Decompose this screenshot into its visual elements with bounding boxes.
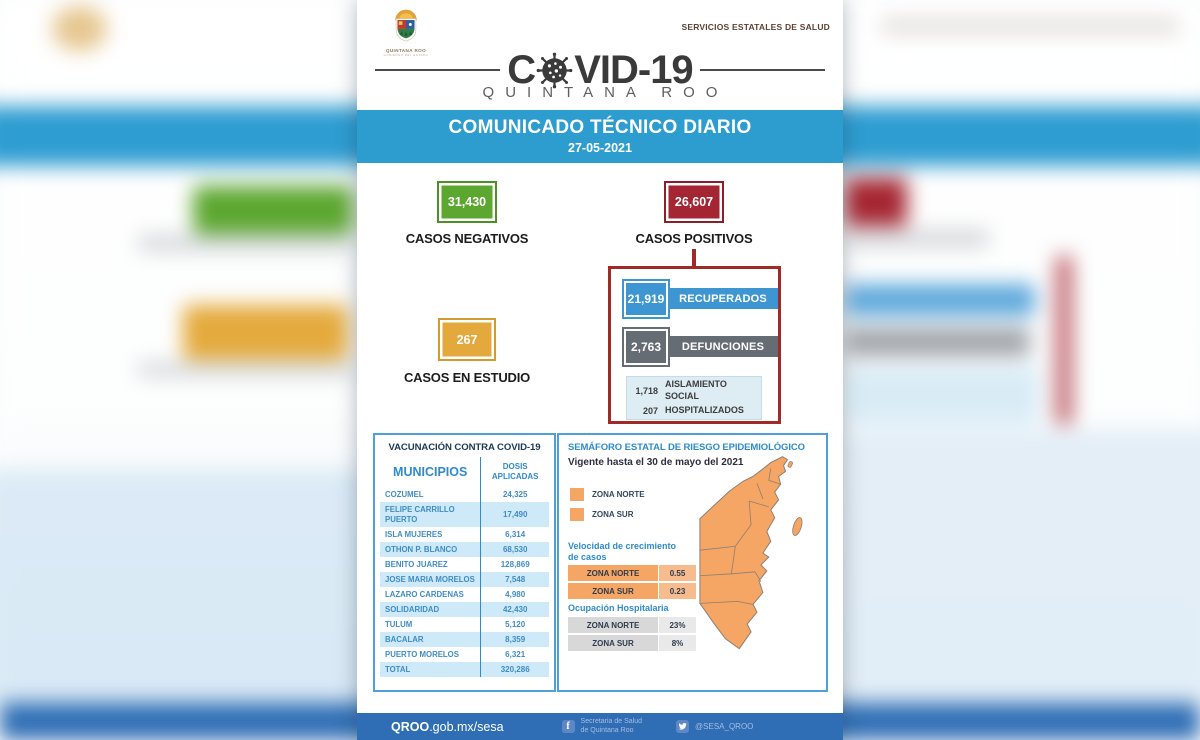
table-row bbox=[380, 502, 549, 527]
isolation-value: 1,718 bbox=[635, 386, 658, 397]
twitter-handle bbox=[676, 720, 753, 733]
recovered-value-box bbox=[622, 279, 670, 319]
col-municipios: MUNICIPIOS bbox=[380, 457, 481, 487]
doses-value: 8,359 bbox=[505, 635, 526, 644]
table-row bbox=[568, 617, 696, 633]
hospitalized-value: 207 bbox=[642, 405, 658, 416]
negative-cases-label: CASOS NEGATIVOS bbox=[405, 231, 529, 246]
municipio-name: PUERTO MORELOS bbox=[380, 647, 481, 662]
banner-date: 27-05-2021 bbox=[568, 141, 632, 155]
quintana-roo-map bbox=[692, 453, 820, 671]
banner-title: COMUNICADO TÉCNICO DIARIO bbox=[448, 117, 752, 138]
vaccination-table-header bbox=[380, 457, 549, 487]
brand-text-left: C bbox=[507, 48, 536, 92]
zone-cell: ZONA SUR bbox=[568, 583, 658, 599]
municipio-name: SOLIDARIDAD bbox=[380, 602, 481, 617]
twitter-text: @SESA_QROO bbox=[695, 721, 754, 731]
doses-value: 42,430 bbox=[502, 605, 528, 614]
zona-norte-label: ZONA NORTE bbox=[592, 490, 645, 499]
municipio-name: BACALAR bbox=[380, 632, 481, 647]
table-row bbox=[380, 542, 549, 557]
recovered-tag: RECUPERADOS bbox=[668, 288, 778, 309]
hospitalized-row bbox=[633, 405, 755, 417]
doses-value: 68,530 bbox=[502, 545, 528, 554]
document-footer bbox=[357, 713, 843, 740]
municipio-name: JOSE MARIA MORELOS bbox=[380, 572, 481, 587]
table-row bbox=[380, 617, 549, 632]
isolation-row bbox=[633, 379, 755, 402]
positive-breakdown-panel bbox=[608, 266, 781, 424]
deaths-value-box bbox=[622, 327, 670, 367]
study-cases-value: 267 bbox=[456, 332, 478, 347]
facebook-line1: Secretaria de Salud bbox=[580, 718, 643, 726]
site-rest: .gob.mx/sesa bbox=[429, 719, 504, 734]
brand-subtitle: QUINTANA ROO bbox=[482, 84, 729, 101]
hospital-occupancy-table bbox=[568, 617, 696, 651]
hospitalized-label: HOSPITALIZADOS bbox=[665, 404, 744, 415]
vaccination-panel bbox=[373, 433, 556, 692]
site-bold: QROO bbox=[391, 719, 430, 734]
brand-rule-right bbox=[700, 69, 825, 71]
positive-cases-box bbox=[664, 181, 724, 223]
zona-sur-swatch bbox=[570, 508, 584, 521]
table-row bbox=[380, 632, 549, 647]
table-row bbox=[568, 583, 696, 599]
brand-text-right: VID-19 bbox=[574, 48, 693, 92]
doses-value: 7,548 bbox=[505, 575, 526, 584]
positive-cases-label: CASOS POSITIVOS bbox=[635, 231, 753, 246]
doses-value: 5,120 bbox=[505, 620, 526, 629]
table-row bbox=[380, 587, 549, 602]
total-value: 320,286 bbox=[500, 665, 530, 674]
recovered-value: 21,919 bbox=[627, 292, 665, 306]
covid-report-document bbox=[357, 0, 843, 740]
growth-rate-title: Velocidad de crecimiento de casos bbox=[568, 541, 677, 562]
municipio-name: COZUMEL bbox=[380, 487, 481, 502]
doses-value: 128,869 bbox=[500, 560, 530, 569]
hospital-occupancy-title: Ocupación Hospitalaria bbox=[568, 603, 669, 613]
positive-breakdown-connector bbox=[692, 249, 696, 267]
facebook-icon: f bbox=[562, 720, 575, 733]
doses-value: 6,314 bbox=[505, 530, 526, 539]
zone-cell: ZONA NORTE bbox=[568, 617, 658, 633]
table-row bbox=[380, 572, 549, 587]
daily-report-banner bbox=[357, 110, 843, 163]
coat-of-arms-icon bbox=[386, 6, 426, 42]
brand-rule-left bbox=[375, 69, 500, 71]
zone-cell: ZONA SUR bbox=[568, 635, 658, 651]
isolation-label: AISLAMIENTO SOCIAL bbox=[665, 379, 727, 402]
logo-caption: QUINTANA ROO bbox=[385, 48, 427, 53]
value-cell: 0.55 bbox=[659, 565, 696, 581]
table-row bbox=[568, 635, 696, 651]
growth-rate-table bbox=[568, 565, 696, 599]
zona-norte-swatch bbox=[570, 488, 584, 501]
table-total-row bbox=[380, 662, 549, 677]
table-row bbox=[380, 557, 549, 572]
active-cases-box bbox=[626, 376, 762, 420]
study-cases-box bbox=[438, 318, 496, 361]
doses-value: 6,321 bbox=[505, 650, 526, 659]
virus-icon bbox=[536, 52, 573, 89]
col-dosis: DOSIS APLICADAS bbox=[491, 462, 539, 481]
legend-item-norte bbox=[570, 488, 645, 501]
deaths-value: 2,763 bbox=[630, 340, 662, 354]
value-cell: 23% bbox=[659, 617, 696, 633]
value-cell: 0.23 bbox=[659, 583, 696, 599]
website-url bbox=[391, 720, 504, 734]
facebook-handle bbox=[562, 718, 642, 735]
municipio-name: BENITO JUAREZ bbox=[380, 557, 481, 572]
zone-legend bbox=[570, 488, 645, 521]
municipio-name: FELIPE CARRILLO PUERTO bbox=[380, 502, 481, 527]
table-row bbox=[568, 565, 696, 581]
legend-item-sur bbox=[570, 508, 645, 521]
positive-cases-value: 26,607 bbox=[674, 195, 714, 209]
value-cell: 8% bbox=[659, 635, 696, 651]
doses-value: 17,490 bbox=[502, 510, 528, 519]
agency-name: SERVICIOS ESTATALES DE SALUD bbox=[681, 22, 830, 32]
semaforo-panel bbox=[557, 433, 828, 692]
municipio-name: ISLA MUJERES bbox=[380, 527, 481, 542]
vaccination-table bbox=[380, 457, 549, 677]
deaths-tag: DEFUNCIONES bbox=[668, 336, 778, 357]
semaforo-title: SEMÁFORO ESTATAL DE RIESGO EPIDEMIOLÓGICO bbox=[568, 442, 805, 453]
doses-value: 24,325 bbox=[502, 490, 528, 499]
zona-sur-label: ZONA SUR bbox=[592, 510, 634, 519]
municipio-name: OTHON P. BLANCO bbox=[380, 542, 481, 557]
semaforo-validity: Vigente hasta el 30 de mayo del 2021 bbox=[568, 457, 744, 468]
table-row bbox=[380, 647, 549, 662]
twitter-icon bbox=[676, 720, 689, 733]
study-cases-label: CASOS EN ESTUDIO bbox=[403, 370, 531, 385]
municipio-name: TULUM bbox=[380, 617, 481, 632]
vaccination-title: VACUNACIÓN CONTRA COVID-19 bbox=[388, 442, 541, 453]
municipio-name: LAZARO CARDENAS bbox=[380, 587, 481, 602]
table-row bbox=[380, 602, 549, 617]
logo-subcaption: GOBIERNO DEL ESTADO bbox=[383, 53, 429, 57]
zone-cell: ZONA NORTE bbox=[568, 565, 658, 581]
table-row bbox=[380, 527, 549, 542]
table-row bbox=[380, 487, 549, 502]
negative-cases-box bbox=[437, 181, 497, 223]
total-label: TOTAL bbox=[380, 662, 481, 677]
facebook-line2: de Quintana Roo bbox=[580, 726, 634, 734]
doses-value: 4,980 bbox=[505, 590, 526, 599]
negative-cases-value: 31,430 bbox=[447, 195, 487, 209]
